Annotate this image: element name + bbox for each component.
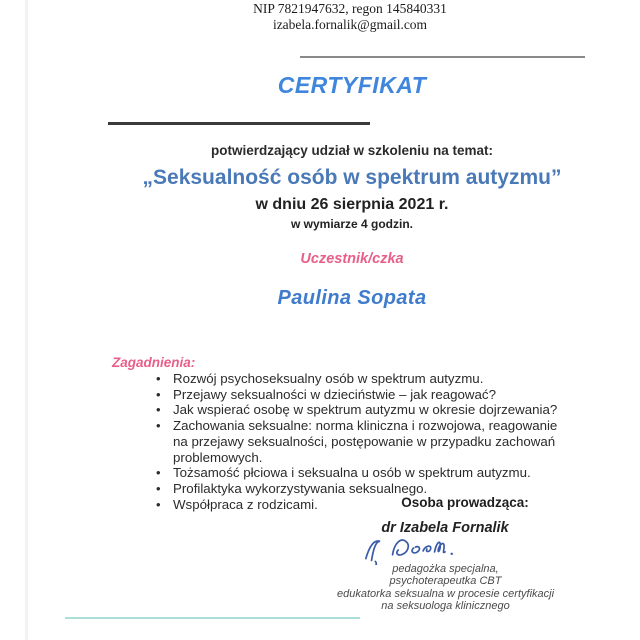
letterhead <box>60 1 640 32</box>
credential-line: pedagożka specjalna, <box>392 563 499 575</box>
topic-item: • Tożsamość płciowa i seksualna u osób w spektrum autyzmu. <box>150 465 562 481</box>
topic-item: • Profilaktyka wykorzystywania seksualnego. <box>150 481 562 497</box>
presenter-credentials <box>288 563 603 612</box>
title-underline <box>108 122 370 125</box>
scan-teal-line-artifact <box>65 617 360 619</box>
scan-edge-artifact <box>25 0 28 640</box>
training-topic: „Seksualność osób w spektrum autyzmu” <box>142 166 562 189</box>
certificate-title: CERTYFIKAT <box>277 72 427 98</box>
participant-name: Paulina Sopata <box>277 287 427 309</box>
topic-item: • Przejawy seksualności w dzieciństwie – jak reagować? <box>150 387 562 403</box>
participant-label: Uczestnik/czka <box>300 251 404 267</box>
training-date: w dniu 26 sierpnia 2021 r. <box>255 196 449 213</box>
credential-line: na seksuologa klinicznego <box>381 599 510 612</box>
topic-item: • Zachowania seksualne: norma kliniczna i rozwojowa, reagowanie na przejawy seksualności, postępowanie w przypadku zachowań problemowych. <box>150 418 562 465</box>
letterhead-email: izabela.fornalik@gmail.com <box>272 16 428 32</box>
topics-list <box>150 371 562 512</box>
presenter-name: dr Izabela Fornalik <box>381 520 509 536</box>
presenter-label: Osoba prowadząca: <box>401 495 529 510</box>
handwritten-signature-icon <box>362 535 467 565</box>
topic-item: • Rozwój psychoseksualny osób w spektrum autyzmu. <box>150 371 562 387</box>
credential-line: psychoterapeutka CBT <box>389 575 502 588</box>
topic-item: • Jak wspierać osobę w spektrum autyzmu w okresie dojrzewania? <box>150 402 562 418</box>
header-divider-line <box>300 56 585 58</box>
training-duration: w wymiarze 4 godzin. <box>290 217 414 231</box>
credential-line: edukatorka seksualna w procesie certyfikacji <box>336 587 555 600</box>
confirmation-statement: potwierdzający udział w szkoleniu na temat: <box>210 143 494 158</box>
topic-item: • Współpraca z rodzicami. <box>150 497 562 513</box>
letterhead-nip-regon: NIP 7821947632, regon 145840331 <box>253 1 447 16</box>
topics-heading: Zagadnienia: <box>112 355 196 370</box>
